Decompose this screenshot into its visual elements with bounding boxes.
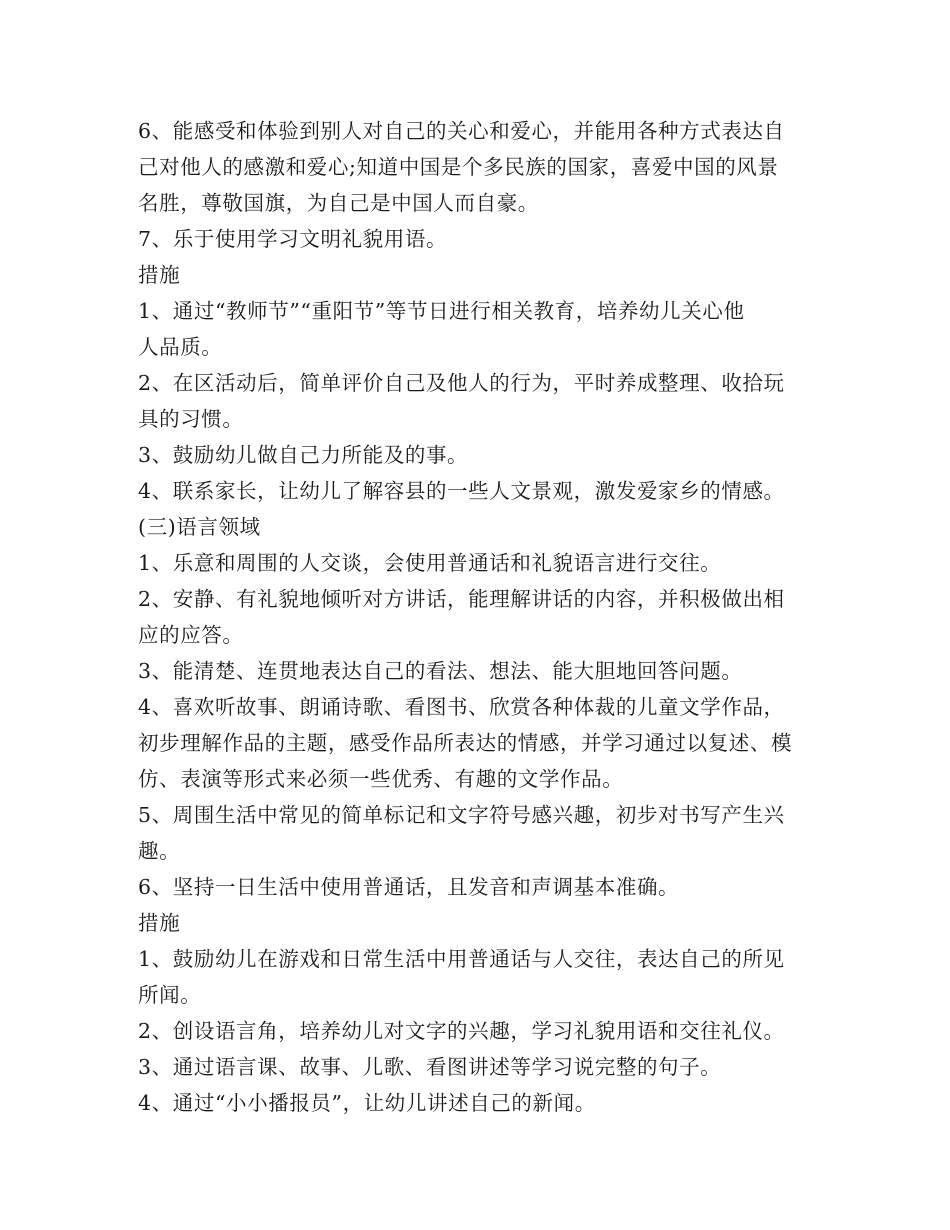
- text-line: 4、喜欢听故事、朗诵诗歌、看图书、欣赏各种体裁的儿童文学作品，: [138, 695, 785, 719]
- section-heading: (三)语言领域: [138, 515, 261, 539]
- text-line: 2、在区活动后，简单评价自己及他人的行为，平时养成整理、收拾玩: [138, 371, 785, 395]
- section-heading: 措施: [138, 911, 181, 935]
- text-line: 2、安静、有礼貌地倾听对方讲话，能理解讲话的内容，并积极做出相: [138, 587, 785, 611]
- text-line: 己对他人的感激和爱心;知道中国是个多民族的国家，喜爱中国的风景: [138, 155, 779, 179]
- text-line: 4、通过“小小播报员”，让幼儿讲述自己的新闻。: [138, 1091, 596, 1115]
- text-line: 6、能感受和体验到别人对自己的关心和爱心，并能用各种方式表达自: [138, 119, 785, 143]
- text-line: 4、联系家长，让幼儿了解容县的一些人文景观，激发爱家乡的情感。: [138, 479, 785, 503]
- text-line: 1、鼓励幼儿在游戏和日常生活中用普通话与人交往，表达自己的所见: [138, 947, 785, 971]
- text-line: 2、创设语言角，培养幼儿对文字的兴趣，学习礼貌用语和交往礼仪。: [138, 1019, 785, 1043]
- document-body: [138, 113, 818, 1121]
- text-line: 6、坚持一日生活中使用普通话，且发音和声调基本准确。: [138, 875, 680, 899]
- text-line: 仿、表演等形式来必须一些优秀、有趣的文学作品。: [138, 767, 624, 791]
- text-line: 所闻。: [138, 983, 202, 1007]
- text-line: 1、乐意和周围的人交谈，会使用普通话和礼貌语言进行交往。: [138, 551, 722, 575]
- section-heading: 措施: [138, 263, 181, 287]
- text-line: 3、鼓励幼儿做自己力所能及的事。: [138, 443, 469, 467]
- text-line: 初步理解作品的主题，感受作品所表达的情感，并学习通过以复述、模: [138, 731, 793, 755]
- text-line: 趣。: [138, 839, 181, 863]
- text-line: 3、能清楚、连贯地表达自己的看法、想法、能大胆地回答问题。: [138, 659, 743, 683]
- text-line: 1、通过“教师节”“重阳节”等节日进行相关教育，培养幼儿关心他: [138, 299, 745, 323]
- text-line: 人品质。: [138, 335, 223, 359]
- text-line: 7、乐于使用学习文明礼貌用语。: [138, 227, 448, 251]
- text-line: 应的应答。: [138, 623, 244, 647]
- text-line: 名胜，尊敬国旗，为自己是中国人而自豪。: [138, 191, 539, 215]
- text-line: 5、周围生活中常见的简单标记和文字符号感兴趣，初步对书写产生兴: [138, 803, 785, 827]
- text-line: 具的习惯。: [138, 407, 244, 431]
- text-line: 3、通过语言课、故事、儿歌、看图讲述等学习说完整的句子。: [138, 1055, 722, 1079]
